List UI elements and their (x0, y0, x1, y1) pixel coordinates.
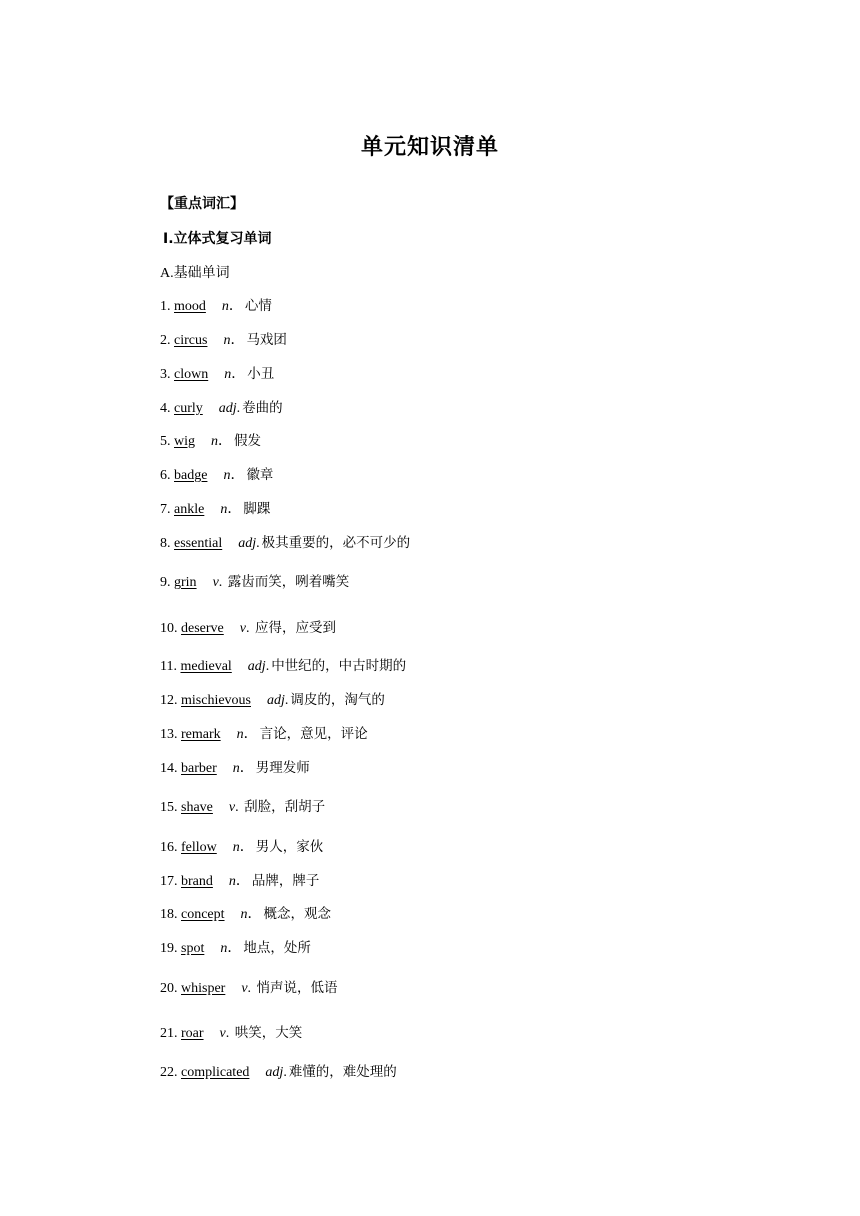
vocab-number: 17. (160, 874, 181, 889)
vocab-separator: ． (230, 468, 245, 483)
vocab-separator: ． (218, 434, 232, 449)
vocab-part-of-speech: v (241, 981, 248, 996)
vocab-meaning: 悄声说，低语 (256, 980, 338, 996)
vocab-number: 5. (160, 434, 174, 449)
vocab-item (160, 725, 368, 744)
vocab-separator: . (265, 659, 270, 674)
vocab-separator: ． (239, 761, 254, 776)
vocab-number: 21. (160, 1026, 181, 1041)
vocab-item (160, 331, 287, 350)
vocab-meaning: 难懂的，难处理的 (288, 1064, 397, 1080)
vocab-meaning: 言论，意见，评论 (259, 726, 368, 742)
vocab-separator: ． (227, 502, 242, 517)
vocab-part-of-speech: n (232, 761, 240, 776)
vocab-item (160, 838, 323, 857)
vocab-separator: . (218, 575, 226, 590)
vocab-part-of-speech: n (220, 941, 228, 956)
vocab-part-of-speech: n (223, 468, 231, 483)
vocab-separator: ． (227, 941, 242, 956)
vocab-number: 22. (160, 1065, 181, 1080)
vocab-item (160, 573, 349, 592)
vocab-part-of-speech: n (224, 367, 232, 382)
vocab-item (160, 657, 406, 676)
vocab-word: badge (174, 468, 208, 483)
vocab-part-of-speech: adj (218, 401, 237, 416)
vocab-item (160, 979, 338, 998)
vocab-number: 16. (160, 840, 181, 855)
vocab-part-of-speech: adj (267, 693, 285, 708)
vocab-item (160, 691, 385, 710)
vocab-separator: ． (239, 840, 254, 855)
vocab-word: clown (174, 367, 209, 382)
vocab-separator: . (236, 401, 241, 416)
vocab-item (160, 297, 272, 316)
vocab-word: grin (174, 575, 197, 590)
vocab-number: 8. (160, 536, 174, 551)
vocab-number: 19. (160, 941, 181, 956)
vocab-word: brand (181, 874, 213, 889)
vocab-part-of-speech: v (239, 621, 246, 636)
vocab-meaning: 露齿而笑，咧着嘴笑 (227, 574, 350, 590)
vocab-item (160, 432, 261, 451)
vocab-meaning: 卷曲的 (242, 400, 283, 416)
vocab-separator: ． (231, 367, 246, 382)
vocab-word: spot (181, 941, 205, 956)
vocab-word: deserve (181, 621, 224, 636)
vocab-word: remark (181, 727, 221, 742)
section-heading-key-vocabulary: 【重点词汇】 (160, 196, 244, 212)
vocab-part-of-speech: n (221, 299, 229, 314)
vocab-word: roar (181, 1026, 204, 1041)
vocab-part-of-speech: adj (238, 536, 257, 551)
vocab-part-of-speech: v (219, 1026, 226, 1041)
vocab-meaning: 应得，应受到 (254, 620, 336, 636)
subsection-heading-word-review: Ⅰ.立体式复习单词 (163, 231, 272, 247)
vocab-number: 13. (160, 727, 181, 742)
vocab-item (160, 500, 270, 519)
vocab-item (160, 399, 283, 418)
vocab-meaning: 徽章 (246, 467, 274, 483)
vocab-part-of-speech: n (228, 874, 236, 889)
vocab-number: 7. (160, 502, 174, 517)
vocab-part-of-speech: v (212, 575, 219, 590)
page-title: 单元知识清单 (360, 135, 499, 160)
vocab-word: mood (174, 299, 206, 314)
vocab-separator: . (284, 693, 289, 708)
vocab-separator: ． (243, 727, 258, 742)
vocab-meaning: 脚踝 (243, 501, 271, 517)
vocab-word: essential (174, 536, 223, 551)
vocab-part-of-speech: v (228, 800, 236, 815)
vocab-part-of-speech: n (220, 502, 228, 517)
vocab-number: 11. (160, 659, 181, 674)
vocab-word: curly (174, 401, 203, 416)
vocab-item (160, 872, 319, 891)
vocab-separator: . (247, 981, 255, 996)
vocab-part-of-speech: n (236, 727, 244, 742)
vocab-number: 10. (160, 621, 181, 636)
vocab-separator: ． (228, 299, 243, 314)
vocab-meaning: 地点，处所 (243, 940, 311, 956)
vocab-meaning: 男人，家伙 (255, 839, 324, 855)
vocab-number: 15. (160, 800, 181, 815)
vocab-item (160, 798, 325, 817)
vocab-meaning: 男理发师 (255, 760, 310, 776)
vocab-number: 20. (160, 981, 181, 996)
vocab-item (160, 939, 311, 958)
vocab-word: shave (181, 800, 213, 815)
vocab-number: 9. (160, 575, 174, 590)
vocab-item (160, 534, 410, 553)
vocab-word: barber (181, 761, 217, 776)
vocab-word: medieval (180, 659, 232, 674)
vocab-meaning: 小丑 (247, 366, 275, 382)
vocab-word: whisper (181, 981, 226, 996)
vocab-item (160, 466, 273, 485)
vocab-separator: . (245, 621, 253, 636)
vocab-number: 18. (160, 907, 181, 922)
vocab-meaning: 极其重要的，必不可少的 (261, 535, 411, 551)
vocab-meaning: 品牌，牌子 (251, 873, 320, 889)
vocab-meaning: 中世纪的，中古时期的 (271, 658, 407, 674)
vocab-number: 4. (160, 401, 174, 416)
vocab-number: 3. (160, 367, 174, 382)
vocab-word: circus (174, 333, 208, 348)
vocab-meaning: 假发 (234, 433, 261, 449)
vocab-meaning: 心情 (244, 298, 272, 314)
vocab-meaning: 概念，观念 (263, 906, 332, 922)
vocab-meaning: 刮脸，刮胡子 (244, 799, 326, 815)
vocab-separator: ． (235, 874, 250, 889)
vocab-item (160, 619, 336, 638)
vocab-part-of-speech: n (232, 840, 240, 855)
vocab-number: 12. (160, 693, 181, 708)
vocab-number: 6. (160, 468, 174, 483)
vocab-part-of-speech: adj (265, 1065, 284, 1080)
vocab-separator: . (256, 536, 260, 551)
vocab-item (160, 1024, 302, 1043)
vocab-number: 2. (160, 333, 174, 348)
vocab-word: concept (181, 907, 225, 922)
vocab-item (160, 759, 310, 778)
vocab-meaning: 调皮的，淘气的 (290, 692, 385, 708)
vocab-meaning: 哄笑，大笑 (234, 1025, 303, 1041)
vocab-separator: . (283, 1065, 287, 1080)
vocab-part-of-speech: n (223, 333, 231, 348)
vocab-separator: ． (247, 907, 262, 922)
vocab-part-of-speech: n (240, 907, 248, 922)
vocab-word: complicated (181, 1065, 250, 1080)
vocab-part-of-speech: adj (247, 659, 266, 674)
vocab-word: mischievous (181, 693, 251, 708)
vocab-separator: ． (230, 333, 245, 348)
vocab-word: ankle (174, 502, 205, 517)
category-heading-basic-words: A.基础单词 (160, 266, 230, 281)
vocab-separator: . (235, 800, 243, 815)
vocab-number: 14. (160, 761, 181, 776)
vocab-item (160, 1063, 397, 1082)
vocab-number: 1. (160, 299, 174, 314)
vocab-word: fellow (181, 840, 217, 855)
vocab-word: wig (174, 434, 195, 449)
vocab-item (160, 365, 274, 384)
vocab-separator: . (225, 1026, 233, 1041)
vocab-part-of-speech: n (211, 434, 218, 449)
vocab-meaning: 马戏团 (246, 332, 287, 348)
vocab-item (160, 905, 331, 924)
